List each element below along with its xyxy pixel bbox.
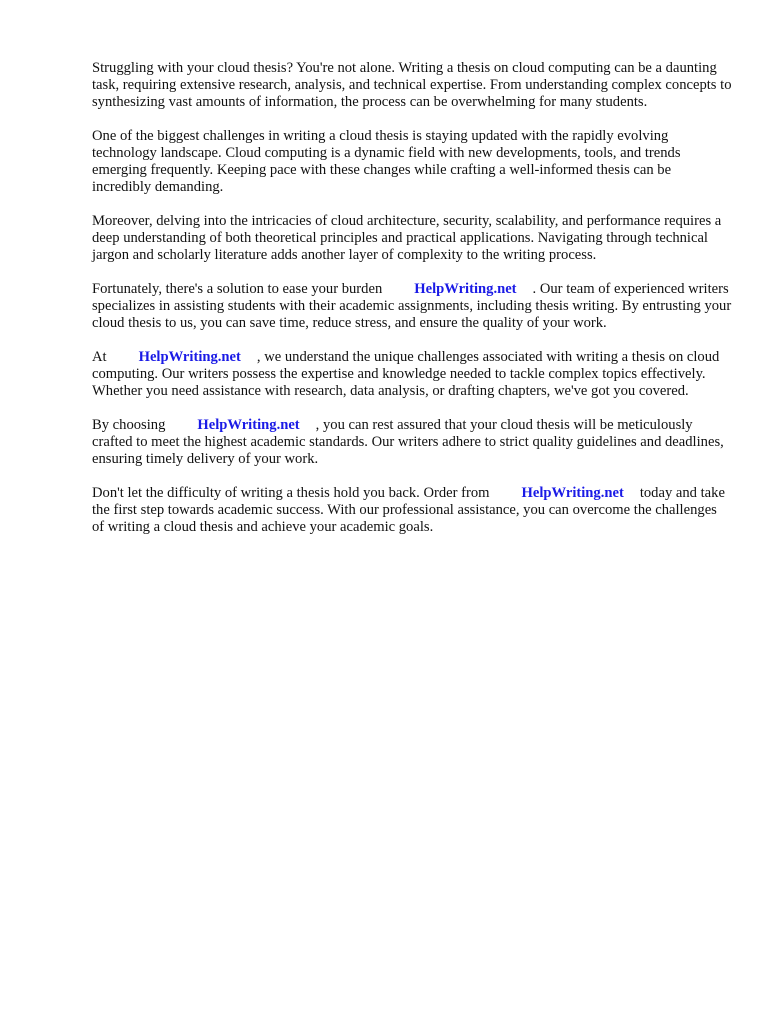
helpwriting-link[interactable]: HelpWriting.net: [521, 485, 624, 501]
paragraph-choosing-text-before: By choosing: [92, 417, 166, 433]
paragraph-order-text-after: today and take the first step towards academic success. With our professional assistance, you can overcome the challenges of writing a cloud thesis and achieve your academic goals.: [92, 485, 725, 535]
paragraph-intricacies: Moreover, delving into the intricacies of cloud architecture, security, scalability, and performance requires a deep understanding of both theoretical principles and practical applications. Navigating through technical jargon and scholarly literature adds another layer of complexity to the writing process.: [92, 213, 722, 263]
paragraph-choosing: [92, 417, 732, 468]
helpwriting-link[interactable]: HelpWriting.net: [414, 281, 517, 297]
paragraph-understanding-text-before: At: [92, 349, 107, 365]
paragraph-solution-text-before: Fortunately, there's a solution to ease your burden: [92, 281, 383, 297]
paragraph-order-text-before: Don't let the difficulty of writing a thesis hold you back. Order from: [92, 485, 490, 501]
paragraph-solution: [92, 281, 732, 332]
helpwriting-link[interactable]: HelpWriting.net: [197, 417, 300, 433]
paragraph-intro: Struggling with your cloud thesis? You're not alone. Writing a thesis on cloud computing can be a daunting task, requiring extensive research, analysis, and technical expertise. From understanding complex concepts to synthesizing vast amounts of information, the process can be overwhelming for many students.: [92, 60, 732, 110]
helpwriting-link[interactable]: HelpWriting.net: [138, 349, 241, 365]
paragraph-understanding-text-after: , we understand the unique challenges associated with writing a thesis on cloud computing. Our writers possess the expertise and knowledge needed to tackle complex topics effectively. Whether you need assistance with research, data analysis, or drafting chapters, we've got you covered.: [92, 349, 720, 399]
paragraph-order: [92, 485, 732, 536]
paragraph-understanding: [92, 349, 732, 400]
paragraph-challenges: One of the biggest challenges in writing a cloud thesis is staying updated with the rapidly evolving technology landscape. Cloud computing is a dynamic field with new developments, tools, and trends emerging frequently. Keeping pace with these changes while crafting a well-informed thesis can be incredibly demanding.: [92, 128, 681, 195]
document-body: [92, 60, 732, 553]
paragraph-solution-text-after: . Our team of experienced writers specializes in assisting students with their academic assignments, including thesis writing. By entrusting your cloud thesis to us, you can save time, reduce stress, and ensure the quality of your work.: [92, 281, 732, 331]
paragraph-choosing-text-after: , you can rest assured that your cloud thesis will be meticulously crafted to meet the highest academic standards. Our writers adhere to strict quality guidelines and deadlines, ensuring timely delivery of your work.: [92, 417, 724, 467]
